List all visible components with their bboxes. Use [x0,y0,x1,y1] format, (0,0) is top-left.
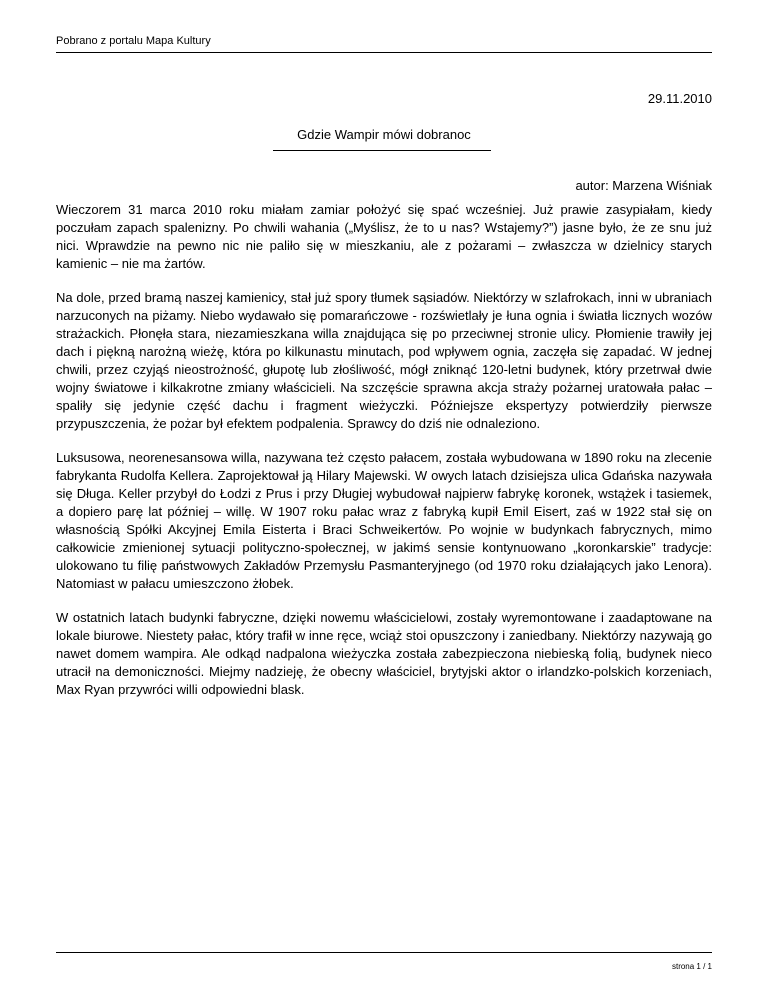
article-date: 29.11.2010 [647,91,712,106]
paragraph-4: W ostatnich latach budynki fabryczne, dzięki nowemu właścicielowi, zostały wyremontowane i zaadaptowane na lokale biurowe. Niestety pałac, który trafił w inne ręce, wciąż stoi opuszczony i zaniedbany. Niektórzy nazywają go nawet domem wampira. Ale odkąd nadpalona wieżyczka została zabezpieczona niebieską folią, budynek nieco utracił na demoniczności. Miejmy nadzieję, że obecny właściciel, brytyjski aktor o irlandzko-polskich korzeniach, Max Ryan przywróci willi odpowiedni blask. [56,610,712,697]
header-source-text: Pobrano z portalu Mapa Kultury [56,35,211,47]
page-header [56,34,712,53]
paragraph-3: Luksusowa, neorenesansowa willa, nazywana też często pałacem, została wybudowana w 1890 roku na zlecenie fabrykanta Rudolfa Kellera. Zaprojektował ją Hilary Majewski. W owych latach dzisiejsza ulica Gdańska nazywała się Długa. Keller przybył do Łodzi z Prus i przy Długiej wybudował najpierw fabrykę koronek, wstążek i tasiemek, a dopiero parę lat później – willę. W 1907 roku pałac wraz z fabryką kupił Emil Eisert, zaś w 1922 stał się on własnością Spółki Akcyjnej Emila Eisterta i Braci Schweikertów. Po wojnie w budynkach fabrycznych, mimo całkowicie zmienionej sytuacji polityczno-społecznej, w jakimś sensie kontynuowano „koronkarskie” tradycje: ulokowano tu filię państwowych Zakładów Przemysłu Pasmanteryjnego (od 1970 roku działających jako Lenora). Natomiast w pałacu umieszczono żłobek. [56,450,712,591]
footer-divider [56,952,712,953]
paragraph-2: Na dole, przed bramą naszej kamienicy, stał już spory tłumek sąsiadów. Niektórzy w szlafrokach, inni w ubraniach narzuconych na piżamy. Niebo wydawało się pomarańczowe - rozświetlały je łuna ognia i światła licznych wozów strażackich. Płonęła stara, niezamieszkana willa znajdująca się po przeciwnej stronie ulicy. Płomienie trawiły jej dach i piękną narożną wieżę, która po kilkunastu minutach, pod wpływem ognia, zaczęła się zapadać. W jednej chwili, przez czyjąś nieostrożność, głupotę lub złośliwość, mógł zniknąć 120-letni budynek, który przetrwał dwie wojny światowe i kilkakrotne zmiany właścicieli. Na szczęście sprawna akcja straży pożarnej uratowała pałac – spaliły się jedynie część dachu i fragment wieżyczki. Późniejsze ekspertyzy potwierdziły pierwsze przypuszczenia, że pożar był efektem podpalenia. Sprawcy do dziś nie odnaleziono. [56,290,712,431]
article-body [56,201,712,715]
article-title: Gdzie Wampir mówi dobranoc [297,127,471,142]
paragraph-1: Wieczorem 31 marca 2010 roku miałam zamiar położyć się spać wcześniej. Już prawie zasypiałam, kiedy poczułam zapach spalenizny. Po chwili wahania („Myślisz, że to u nas? Wstajemy?”) jasne było, że ze snu już nici. Wprawdzie na pewno nic nie paliło się w mieszkaniu, ale z pożarami – zwłaszcza w dzielnicy starych kamienic – nie ma żartów. [56,202,712,271]
article-author: autor: Marzena Wiśniak [575,178,712,193]
page-number: strona 1 / 1 [671,962,712,971]
title-underline [273,150,491,151]
